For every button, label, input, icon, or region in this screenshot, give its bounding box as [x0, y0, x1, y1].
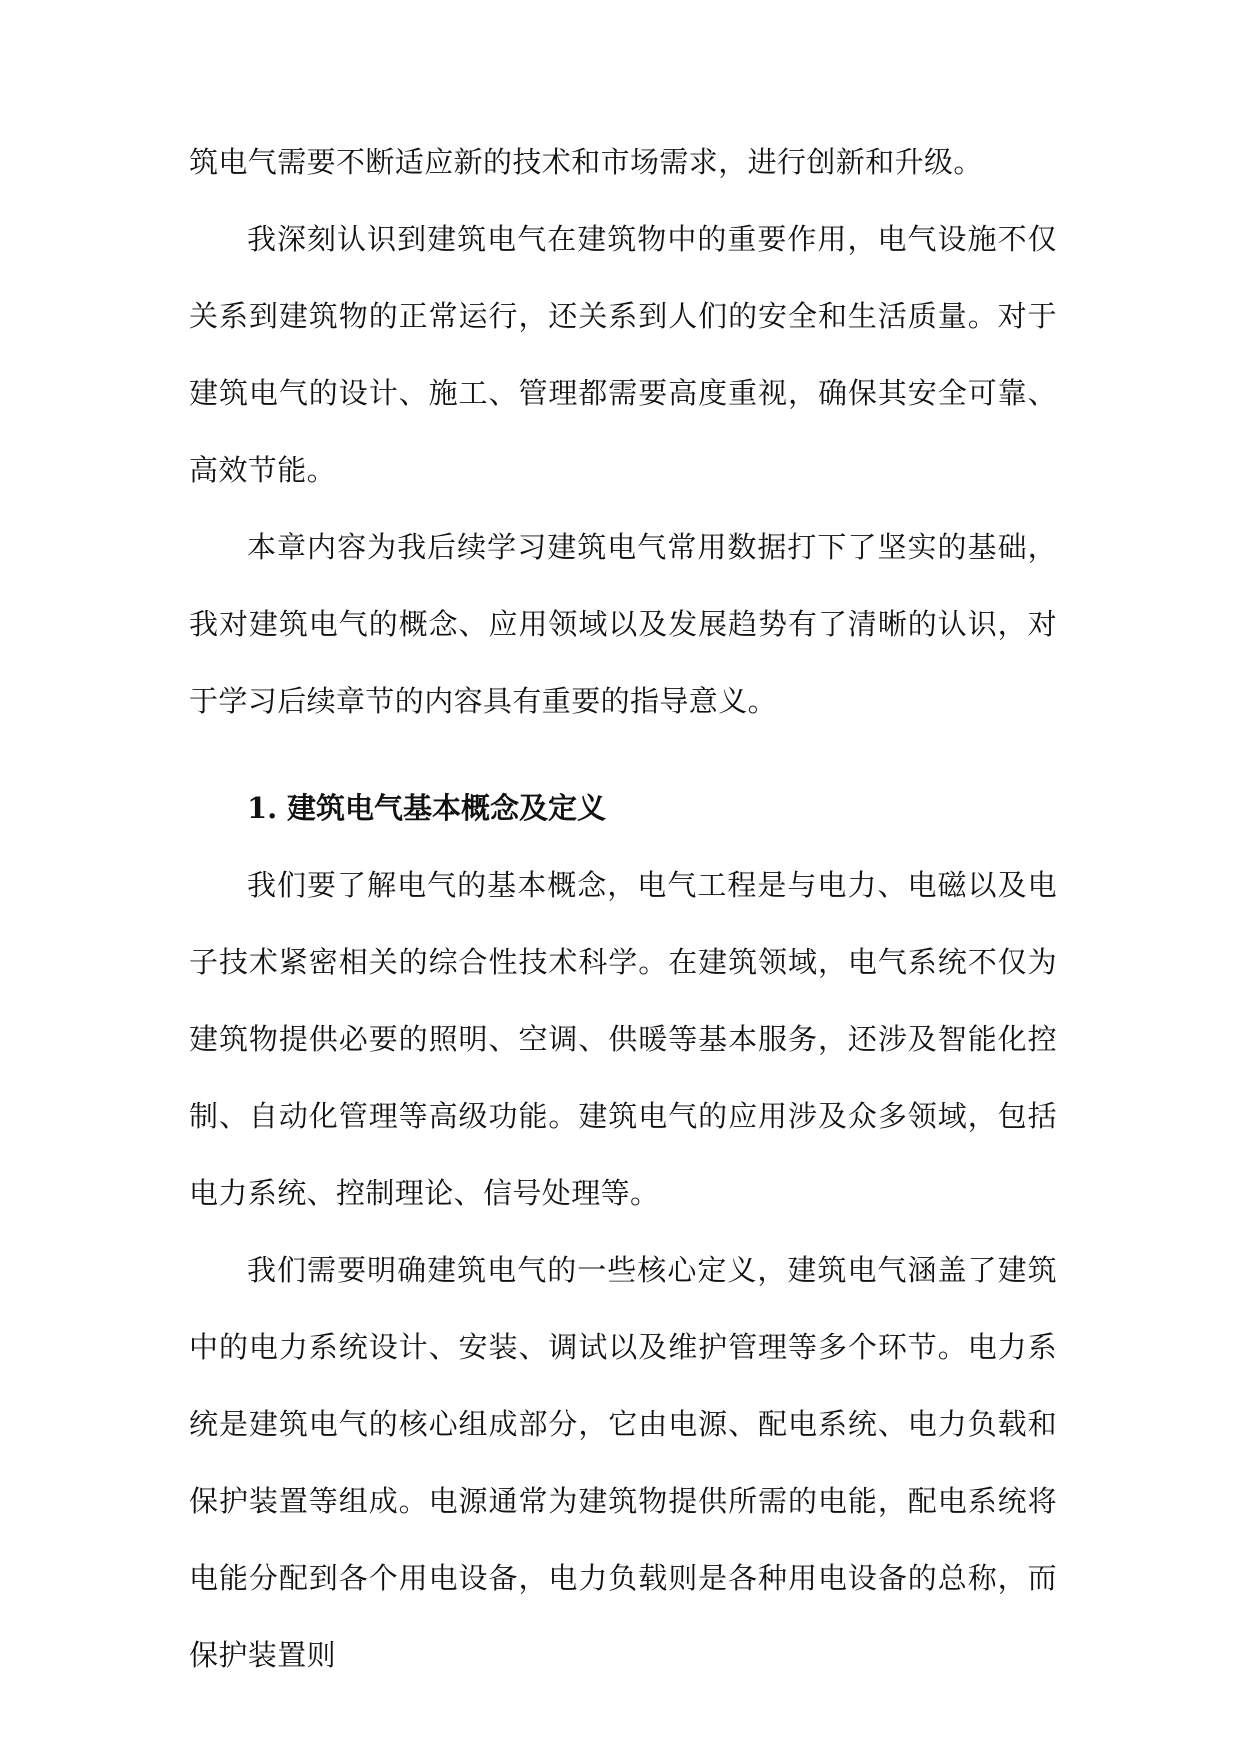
body-paragraph: 我深刻认识到建筑电气在建筑物中的重要作用，电气设施不仅关系到建筑物的正常运行，还关系到人们的安全和生活质量。对于建筑电气的设计、施工、管理都需要高度重视，确保其安全可靠、高效节能。: [189, 222, 1057, 487]
document-page: [189, 124, 1057, 1694]
section-title: 建筑电气基本概念及定义: [287, 791, 607, 825]
body-paragraph: 本章内容为我后续学习建筑电气常用数据打下了坚实的基础，我对建筑电气的概念、应用领域以及发展趋势有了清晰的认识，对于学习后续章节的内容具有重要的指导意义。: [189, 530, 1057, 718]
body-paragraph: 我们要了解电气的基本概念，电气工程是与电力、电磁以及电子技术紧密相关的综合性技术科学。在建筑领域，电气系统不仅为建筑物提供必要的照明、空调、供暖等基本服务，还涉及智能化控制、自动化管理等高级功能。建筑电气的应用涉及众多领域，包括电力系统、控制理论、信号处理等。: [189, 868, 1057, 1210]
continuation-paragraph: 筑电气需要不断适应新的技术和市场需求，进行创新和升级。: [189, 145, 983, 179]
section-number: 1.: [247, 791, 278, 825]
section-heading: [189, 770, 1057, 847]
body-paragraph: 我们需要明确建筑电气的一些核心定义，建筑电气涵盖了建筑中的电力系统设计、安装、调试以及维护管理等多个环节。电力系统是建筑电气的核心组成部分，它由电源、配电系统、电力负载和保护装置等组成。电源通常为建筑物提供所需的电能，配电系统将电能分配到各个用电设备，电力负载则是各种用电设备的总称，而保护装置则: [189, 1253, 1057, 1672]
